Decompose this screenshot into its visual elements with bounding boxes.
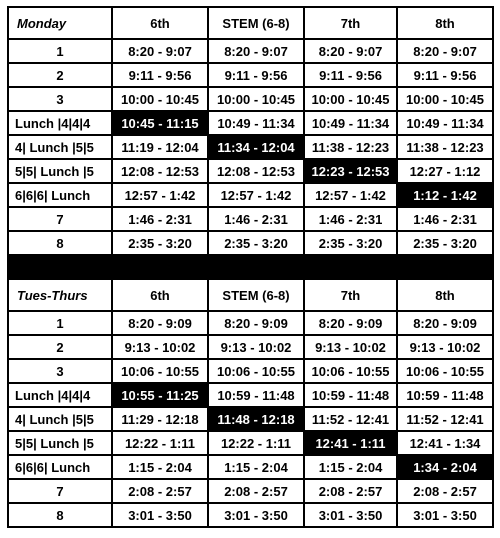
monday-time-cell: 12:08 - 12:53 xyxy=(112,159,208,183)
tues-thurs-period-label: 4| Lunch |5|5 xyxy=(8,407,112,431)
monday-time-cell: 10:49 - 11:34 xyxy=(397,111,493,135)
monday-time-cell: 8:20 - 9:07 xyxy=(112,39,208,63)
tues-thurs-period-row xyxy=(8,383,493,407)
tues-thurs-time-cell: 2:08 - 2:57 xyxy=(208,479,304,503)
monday-time-cell: 10:00 - 10:45 xyxy=(112,87,208,111)
tues-thurs-time-cell: 9:13 - 10:02 xyxy=(112,335,208,359)
tues-thurs-time-cell: 10:59 - 11:48 xyxy=(304,383,397,407)
tues-thurs-period-label: 7 xyxy=(8,479,112,503)
tues-thurs-time-cell: 1:15 - 2:04 xyxy=(208,455,304,479)
tues-thurs-time-cell: 10:55 - 11:25 xyxy=(112,383,208,407)
monday-time-cell: 9:11 - 9:56 xyxy=(397,63,493,87)
monday-period-label: 4| Lunch |5|5 xyxy=(8,135,112,159)
divider-cell xyxy=(112,255,208,279)
monday-period-label: 5|5| Lunch |5 xyxy=(8,159,112,183)
monday-section-title: Monday xyxy=(8,7,112,39)
monday-time-cell: 11:34 - 12:04 xyxy=(208,135,304,159)
monday-period-label: 1 xyxy=(8,39,112,63)
tues-thurs-time-cell: 10:06 - 10:55 xyxy=(304,359,397,383)
monday-time-cell: 12:57 - 1:42 xyxy=(208,183,304,207)
tues-thurs-time-cell: 10:59 - 11:48 xyxy=(397,383,493,407)
tues-thurs-time-cell: 3:01 - 3:50 xyxy=(112,503,208,527)
tues-thurs-period-label: 2 xyxy=(8,335,112,359)
monday-time-cell: 10:00 - 10:45 xyxy=(397,87,493,111)
monday-period-row xyxy=(8,207,493,231)
tues-thurs-time-cell: 12:41 - 1:11 xyxy=(304,431,397,455)
divider-cell xyxy=(397,255,493,279)
tues-thurs-time-cell: 2:08 - 2:57 xyxy=(304,479,397,503)
monday-time-cell: 12:08 - 12:53 xyxy=(208,159,304,183)
monday-period-label: 6|6|6| Lunch xyxy=(8,183,112,207)
divider-cell xyxy=(304,255,397,279)
monday-time-cell: 1:46 - 2:31 xyxy=(397,207,493,231)
monday-time-cell: 1:12 - 1:42 xyxy=(397,183,493,207)
tues-thurs-time-cell: 11:48 - 12:18 xyxy=(208,407,304,431)
tues-thurs-time-cell: 10:06 - 10:55 xyxy=(112,359,208,383)
tues-thurs-time-cell: 9:13 - 10:02 xyxy=(208,335,304,359)
tues-thurs-header-row xyxy=(8,279,493,311)
monday-time-cell: 10:45 - 11:15 xyxy=(112,111,208,135)
tues-thurs-time-cell: 9:13 - 10:02 xyxy=(304,335,397,359)
monday-period-row xyxy=(8,135,493,159)
monday-time-cell: 10:49 - 11:34 xyxy=(304,111,397,135)
bell-schedule xyxy=(7,6,492,528)
monday-column-header: 7th xyxy=(304,7,397,39)
monday-period-label: Lunch |4|4|4 xyxy=(8,111,112,135)
monday-period-label: 7 xyxy=(8,207,112,231)
divider-cell xyxy=(208,255,304,279)
tues-thurs-time-cell: 11:52 - 12:41 xyxy=(304,407,397,431)
monday-header-row xyxy=(8,7,493,39)
monday-time-cell: 12:57 - 1:42 xyxy=(304,183,397,207)
tues-thurs-period-row xyxy=(8,407,493,431)
monday-time-cell: 12:57 - 1:42 xyxy=(112,183,208,207)
monday-time-cell: 1:46 - 2:31 xyxy=(208,207,304,231)
monday-column-header: 6th xyxy=(112,7,208,39)
monday-time-cell: 10:00 - 10:45 xyxy=(304,87,397,111)
tues-thurs-time-cell: 3:01 - 3:50 xyxy=(208,503,304,527)
tues-thurs-period-label: 5|5| Lunch |5 xyxy=(8,431,112,455)
monday-period-row xyxy=(8,183,493,207)
monday-period-row xyxy=(8,159,493,183)
tues-thurs-time-cell: 11:29 - 12:18 xyxy=(112,407,208,431)
monday-period-label: 2 xyxy=(8,63,112,87)
tues-thurs-period-label: 3 xyxy=(8,359,112,383)
monday-time-cell: 8:20 - 9:07 xyxy=(304,39,397,63)
monday-time-cell: 2:35 - 3:20 xyxy=(208,231,304,255)
monday-period-row xyxy=(8,111,493,135)
tues-thurs-column-header: 7th xyxy=(304,279,397,311)
monday-time-cell: 11:19 - 12:04 xyxy=(112,135,208,159)
tues-thurs-column-header: 8th xyxy=(397,279,493,311)
monday-time-cell: 2:35 - 3:20 xyxy=(304,231,397,255)
monday-period-row xyxy=(8,231,493,255)
tues-thurs-column-header: 6th xyxy=(112,279,208,311)
tues-thurs-period-row xyxy=(8,311,493,335)
tues-thurs-time-cell: 8:20 - 9:09 xyxy=(112,311,208,335)
monday-time-cell: 9:11 - 9:56 xyxy=(208,63,304,87)
monday-time-cell: 1:46 - 2:31 xyxy=(112,207,208,231)
tues-thurs-time-cell: 3:01 - 3:50 xyxy=(397,503,493,527)
tues-thurs-time-cell: 10:59 - 11:48 xyxy=(208,383,304,407)
tues-thurs-period-row xyxy=(8,359,493,383)
monday-time-cell: 8:20 - 9:07 xyxy=(397,39,493,63)
tues-thurs-time-cell: 2:08 - 2:57 xyxy=(397,479,493,503)
tues-thurs-time-cell: 12:22 - 1:11 xyxy=(112,431,208,455)
tues-thurs-section-title: Tues-Thurs xyxy=(8,279,112,311)
monday-period-row xyxy=(8,39,493,63)
tues-thurs-time-cell: 8:20 - 9:09 xyxy=(208,311,304,335)
tues-thurs-time-cell: 1:34 - 2:04 xyxy=(397,455,493,479)
monday-time-cell: 1:46 - 2:31 xyxy=(304,207,397,231)
monday-time-cell: 9:11 - 9:56 xyxy=(304,63,397,87)
monday-time-cell: 10:00 - 10:45 xyxy=(208,87,304,111)
monday-time-cell: 12:23 - 12:53 xyxy=(304,159,397,183)
monday-time-cell: 9:11 - 9:56 xyxy=(112,63,208,87)
tues-thurs-period-label: Lunch |4|4|4 xyxy=(8,383,112,407)
tues-thurs-time-cell: 8:20 - 9:09 xyxy=(397,311,493,335)
tues-thurs-period-row xyxy=(8,503,493,527)
tues-thurs-period-row xyxy=(8,431,493,455)
monday-column-header: 8th xyxy=(397,7,493,39)
monday-time-cell: 2:35 - 3:20 xyxy=(397,231,493,255)
monday-time-cell: 8:20 - 9:07 xyxy=(208,39,304,63)
monday-time-cell: 11:38 - 12:23 xyxy=(397,135,493,159)
tues-thurs-time-cell: 1:15 - 2:04 xyxy=(304,455,397,479)
monday-period-row xyxy=(8,63,493,87)
tues-thurs-time-cell: 12:22 - 1:11 xyxy=(208,431,304,455)
tues-thurs-time-cell: 11:52 - 12:41 xyxy=(397,407,493,431)
tues-thurs-time-cell: 9:13 - 10:02 xyxy=(397,335,493,359)
tues-thurs-period-label: 1 xyxy=(8,311,112,335)
tues-thurs-time-cell: 10:06 - 10:55 xyxy=(397,359,493,383)
tues-thurs-time-cell: 8:20 - 9:09 xyxy=(304,311,397,335)
monday-time-cell: 11:38 - 12:23 xyxy=(304,135,397,159)
tues-thurs-period-row xyxy=(8,455,493,479)
monday-period-label: 3 xyxy=(8,87,112,111)
schedule-table xyxy=(7,6,494,528)
tues-thurs-time-cell: 3:01 - 3:50 xyxy=(304,503,397,527)
tues-thurs-time-cell: 12:41 - 1:34 xyxy=(397,431,493,455)
tues-thurs-time-cell: 2:08 - 2:57 xyxy=(112,479,208,503)
monday-time-cell: 12:27 - 1:12 xyxy=(397,159,493,183)
monday-period-row xyxy=(8,87,493,111)
tues-thurs-time-cell: 10:06 - 10:55 xyxy=(208,359,304,383)
tues-thurs-period-label: 6|6|6| Lunch xyxy=(8,455,112,479)
monday-time-cell: 2:35 - 3:20 xyxy=(112,231,208,255)
tues-thurs-period-row xyxy=(8,335,493,359)
tues-thurs-column-header: STEM (6-8) xyxy=(208,279,304,311)
divider-cell xyxy=(8,255,112,279)
tues-thurs-period-row xyxy=(8,479,493,503)
section-divider xyxy=(8,255,493,279)
monday-period-label: 8 xyxy=(8,231,112,255)
monday-time-cell: 10:49 - 11:34 xyxy=(208,111,304,135)
tues-thurs-time-cell: 1:15 - 2:04 xyxy=(112,455,208,479)
monday-column-header: STEM (6-8) xyxy=(208,7,304,39)
tues-thurs-period-label: 8 xyxy=(8,503,112,527)
